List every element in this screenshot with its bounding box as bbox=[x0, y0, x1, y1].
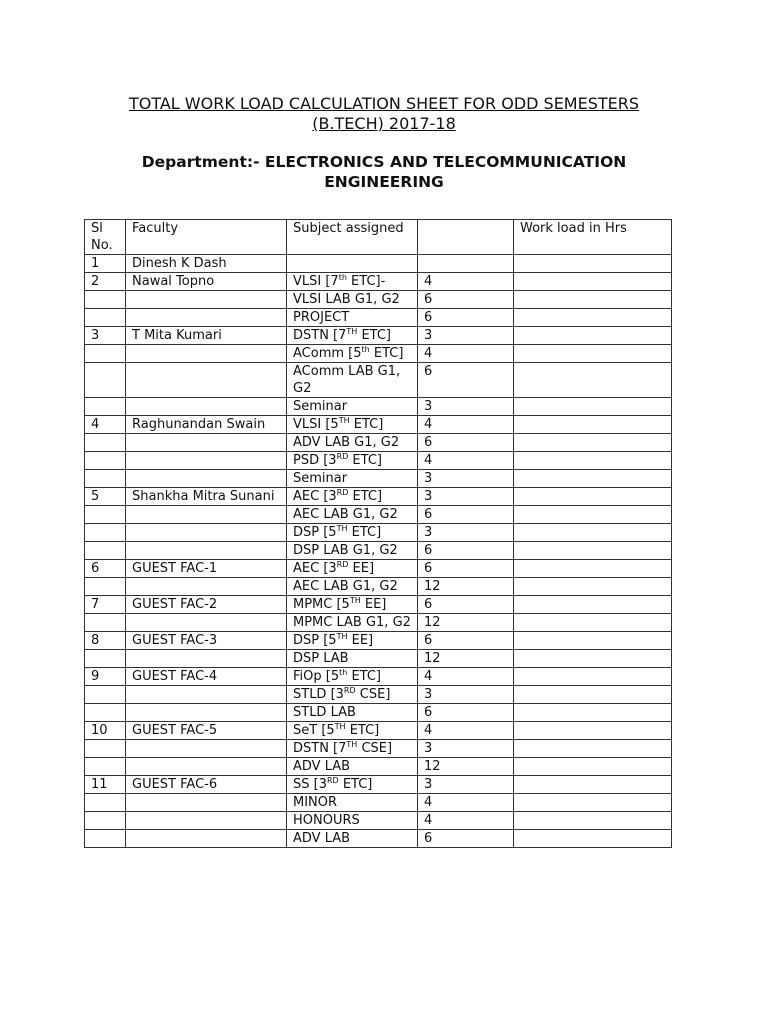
cell-workload bbox=[514, 470, 672, 488]
cell-workload bbox=[514, 327, 672, 345]
cell-workload bbox=[514, 614, 672, 632]
cell-subject: AComm [5th ETC] bbox=[287, 345, 418, 363]
cell-subject: DSTN [7TH ETC] bbox=[287, 327, 418, 345]
cell-hours: 3 bbox=[418, 776, 514, 794]
cell-sl-no: 8 bbox=[85, 632, 126, 650]
cell-sl-no bbox=[85, 830, 126, 848]
cell-hours: 3 bbox=[418, 327, 514, 345]
cell-sl-no: 4 bbox=[85, 416, 126, 434]
cell-hours: 3 bbox=[418, 686, 514, 704]
cell-workload bbox=[514, 650, 672, 668]
cell-hours: 12 bbox=[418, 650, 514, 668]
cell-faculty bbox=[126, 830, 287, 848]
cell-hours: 4 bbox=[418, 722, 514, 740]
table-row bbox=[85, 776, 672, 794]
header-sl-no: Sl No. bbox=[85, 220, 126, 255]
table-row bbox=[85, 830, 672, 848]
department-label: Department:- ELECTRONICS AND TELECOMMUNICATION bbox=[141, 153, 627, 171]
cell-sl-no bbox=[85, 470, 126, 488]
table-row bbox=[85, 452, 672, 470]
cell-hours: 4 bbox=[418, 668, 514, 686]
cell-subject: VLSI [7th ETC]- bbox=[287, 273, 418, 291]
cell-workload bbox=[514, 309, 672, 327]
cell-subject: AComm LAB G1, G2 bbox=[287, 363, 418, 398]
cell-sl-no bbox=[85, 434, 126, 452]
cell-workload bbox=[514, 578, 672, 596]
cell-faculty: Raghunandan Swain bbox=[126, 416, 287, 434]
table-row bbox=[85, 255, 672, 273]
cell-hours: 12 bbox=[418, 578, 514, 596]
cell-subject: VLSI [5TH ETC] bbox=[287, 416, 418, 434]
table-row bbox=[85, 363, 672, 398]
table-row bbox=[85, 506, 672, 524]
cell-workload bbox=[514, 398, 672, 416]
cell-hours: 3 bbox=[418, 398, 514, 416]
cell-sl-no bbox=[85, 812, 126, 830]
header-subject: Subject assigned bbox=[287, 220, 418, 255]
cell-subject: STLD LAB bbox=[287, 704, 418, 722]
cell-faculty: GUEST FAC-2 bbox=[126, 596, 287, 614]
table-row bbox=[85, 560, 672, 578]
cell-faculty bbox=[126, 704, 287, 722]
cell-faculty bbox=[126, 758, 287, 776]
cell-faculty: Shankha Mitra Sunani bbox=[126, 488, 287, 506]
cell-faculty: GUEST FAC-5 bbox=[126, 722, 287, 740]
cell-faculty bbox=[126, 812, 287, 830]
cell-subject: DSP [5TH ETC] bbox=[287, 524, 418, 542]
workload-table bbox=[84, 219, 672, 848]
cell-faculty bbox=[126, 363, 287, 398]
cell-faculty: Nawal Topno bbox=[126, 273, 287, 291]
table-row bbox=[85, 668, 672, 686]
cell-subject: SeT [5TH ETC] bbox=[287, 722, 418, 740]
cell-subject: FiOp [5th ETC] bbox=[287, 668, 418, 686]
cell-faculty bbox=[126, 434, 287, 452]
table-row bbox=[85, 434, 672, 452]
cell-workload bbox=[514, 830, 672, 848]
cell-faculty bbox=[126, 578, 287, 596]
cell-faculty bbox=[126, 740, 287, 758]
cell-subject: MPMC LAB G1, G2 bbox=[287, 614, 418, 632]
cell-hours: 6 bbox=[418, 506, 514, 524]
cell-hours: 12 bbox=[418, 758, 514, 776]
cell-faculty bbox=[126, 506, 287, 524]
table-row bbox=[85, 812, 672, 830]
cell-hours: 6 bbox=[418, 363, 514, 398]
cell-sl-no: 9 bbox=[85, 668, 126, 686]
header-faculty: Faculty bbox=[126, 220, 287, 255]
cell-faculty bbox=[126, 524, 287, 542]
cell-faculty bbox=[126, 542, 287, 560]
cell-workload bbox=[514, 632, 672, 650]
table-row bbox=[85, 273, 672, 291]
header-hours bbox=[418, 220, 514, 255]
cell-sl-no bbox=[85, 398, 126, 416]
cell-sl-no bbox=[85, 363, 126, 398]
cell-sl-no bbox=[85, 686, 126, 704]
cell-sl-no bbox=[85, 345, 126, 363]
cell-sl-no bbox=[85, 740, 126, 758]
cell-sl-no: 7 bbox=[85, 596, 126, 614]
cell-sl-no: 6 bbox=[85, 560, 126, 578]
cell-workload bbox=[514, 524, 672, 542]
cell-workload bbox=[514, 776, 672, 794]
cell-sl-no: 11 bbox=[85, 776, 126, 794]
cell-sl-no: 2 bbox=[85, 273, 126, 291]
cell-subject: MINOR bbox=[287, 794, 418, 812]
table-row bbox=[85, 309, 672, 327]
cell-workload bbox=[514, 812, 672, 830]
cell-subject: MPMC [5TH EE] bbox=[287, 596, 418, 614]
department-name-continued: ENGINEERING bbox=[324, 173, 444, 191]
cell-sl-no bbox=[85, 452, 126, 470]
table-row bbox=[85, 650, 672, 668]
cell-workload bbox=[514, 345, 672, 363]
table-row bbox=[85, 398, 672, 416]
cell-workload bbox=[514, 291, 672, 309]
cell-hours: 12 bbox=[418, 614, 514, 632]
table-row bbox=[85, 614, 672, 632]
cell-workload bbox=[514, 542, 672, 560]
cell-subject: ADV LAB bbox=[287, 830, 418, 848]
cell-workload bbox=[514, 506, 672, 524]
cell-faculty bbox=[126, 470, 287, 488]
cell-hours: 6 bbox=[418, 632, 514, 650]
cell-faculty bbox=[126, 398, 287, 416]
cell-faculty bbox=[126, 452, 287, 470]
cell-workload bbox=[514, 704, 672, 722]
cell-hours: 4 bbox=[418, 345, 514, 363]
cell-hours: 4 bbox=[418, 273, 514, 291]
cell-hours: 3 bbox=[418, 488, 514, 506]
table-row bbox=[85, 542, 672, 560]
cell-hours: 6 bbox=[418, 542, 514, 560]
sheet-subtitle: (B.TECH) 2017-18 bbox=[312, 114, 456, 133]
cell-hours: 4 bbox=[418, 416, 514, 434]
cell-workload bbox=[514, 452, 672, 470]
cell-workload bbox=[514, 668, 672, 686]
cell-subject: AEC [3RD EE] bbox=[287, 560, 418, 578]
cell-hours: 6 bbox=[418, 704, 514, 722]
cell-faculty: GUEST FAC-6 bbox=[126, 776, 287, 794]
cell-sl-no bbox=[85, 794, 126, 812]
cell-hours: 6 bbox=[418, 560, 514, 578]
cell-sl-no bbox=[85, 704, 126, 722]
cell-hours: 3 bbox=[418, 470, 514, 488]
cell-hours bbox=[418, 255, 514, 273]
cell-sl-no: 10 bbox=[85, 722, 126, 740]
table-row bbox=[85, 488, 672, 506]
cell-faculty: Dinesh K Dash bbox=[126, 255, 287, 273]
table-row bbox=[85, 596, 672, 614]
table-row bbox=[85, 416, 672, 434]
cell-hours: 4 bbox=[418, 794, 514, 812]
cell-subject bbox=[287, 255, 418, 273]
cell-sl-no bbox=[85, 542, 126, 560]
cell-faculty bbox=[126, 291, 287, 309]
cell-faculty bbox=[126, 650, 287, 668]
cell-subject: ADV LAB G1, G2 bbox=[287, 434, 418, 452]
cell-hours: 6 bbox=[418, 596, 514, 614]
cell-faculty bbox=[126, 686, 287, 704]
cell-subject: HONOURS bbox=[287, 812, 418, 830]
cell-sl-no bbox=[85, 309, 126, 327]
cell-hours: 6 bbox=[418, 309, 514, 327]
cell-hours: 4 bbox=[418, 452, 514, 470]
cell-sl-no bbox=[85, 614, 126, 632]
cell-workload bbox=[514, 794, 672, 812]
table-row bbox=[85, 794, 672, 812]
cell-workload bbox=[514, 560, 672, 578]
table-row bbox=[85, 686, 672, 704]
cell-hours: 3 bbox=[418, 740, 514, 758]
table-row bbox=[85, 758, 672, 776]
header-workload: Work load in Hrs bbox=[514, 220, 672, 255]
table-row bbox=[85, 327, 672, 345]
table-row bbox=[85, 345, 672, 363]
cell-sl-no: 5 bbox=[85, 488, 126, 506]
cell-subject: PSD [3RD ETC] bbox=[287, 452, 418, 470]
cell-subject: PROJECT bbox=[287, 309, 418, 327]
cell-subject: AEC LAB G1, G2 bbox=[287, 506, 418, 524]
cell-subject: DSP LAB G1, G2 bbox=[287, 542, 418, 560]
cell-sl-no bbox=[85, 650, 126, 668]
cell-sl-no bbox=[85, 506, 126, 524]
cell-subject: STLD [3RD CSE] bbox=[287, 686, 418, 704]
cell-workload bbox=[514, 596, 672, 614]
cell-workload bbox=[514, 416, 672, 434]
table-row bbox=[85, 740, 672, 758]
cell-workload bbox=[514, 758, 672, 776]
cell-sl-no bbox=[85, 524, 126, 542]
cell-workload bbox=[514, 488, 672, 506]
cell-workload bbox=[514, 434, 672, 452]
cell-subject: VLSI LAB G1, G2 bbox=[287, 291, 418, 309]
cell-subject: AEC [3RD ETC] bbox=[287, 488, 418, 506]
table-row bbox=[85, 291, 672, 309]
table-row bbox=[85, 632, 672, 650]
cell-workload bbox=[514, 363, 672, 398]
cell-faculty: GUEST FAC-1 bbox=[126, 560, 287, 578]
table-row bbox=[85, 524, 672, 542]
cell-hours: 6 bbox=[418, 291, 514, 309]
sheet-title: TOTAL WORK LOAD CALCULATION SHEET FOR ODD SEMESTERS bbox=[128, 94, 640, 113]
cell-sl-no bbox=[85, 291, 126, 309]
cell-sl-no bbox=[85, 758, 126, 776]
cell-faculty bbox=[126, 309, 287, 327]
cell-workload bbox=[514, 255, 672, 273]
cell-workload bbox=[514, 722, 672, 740]
cell-sl-no: 3 bbox=[85, 327, 126, 345]
table-row bbox=[85, 578, 672, 596]
cell-faculty: T Mita Kumari bbox=[126, 327, 287, 345]
cell-hours: 6 bbox=[418, 830, 514, 848]
cell-subject: DSP [5TH EE] bbox=[287, 632, 418, 650]
cell-sl-no: 1 bbox=[85, 255, 126, 273]
cell-faculty bbox=[126, 345, 287, 363]
cell-workload bbox=[514, 740, 672, 758]
table-row bbox=[85, 704, 672, 722]
cell-workload bbox=[514, 273, 672, 291]
cell-subject: Seminar bbox=[287, 470, 418, 488]
cell-faculty: GUEST FAC-4 bbox=[126, 668, 287, 686]
cell-subject: AEC LAB G1, G2 bbox=[287, 578, 418, 596]
cell-subject: ADV LAB bbox=[287, 758, 418, 776]
cell-faculty: GUEST FAC-3 bbox=[126, 632, 287, 650]
header-row bbox=[85, 220, 672, 255]
cell-hours: 4 bbox=[418, 812, 514, 830]
cell-subject: Seminar bbox=[287, 398, 418, 416]
cell-faculty bbox=[126, 614, 287, 632]
cell-sl-no bbox=[85, 578, 126, 596]
cell-subject: SS [3RD ETC] bbox=[287, 776, 418, 794]
table-row bbox=[85, 722, 672, 740]
cell-subject: DSTN [7TH CSE] bbox=[287, 740, 418, 758]
cell-subject: DSP LAB bbox=[287, 650, 418, 668]
cell-hours: 3 bbox=[418, 524, 514, 542]
table-row bbox=[85, 470, 672, 488]
table-body bbox=[85, 255, 672, 848]
cell-hours: 6 bbox=[418, 434, 514, 452]
cell-workload bbox=[514, 686, 672, 704]
cell-faculty bbox=[126, 794, 287, 812]
